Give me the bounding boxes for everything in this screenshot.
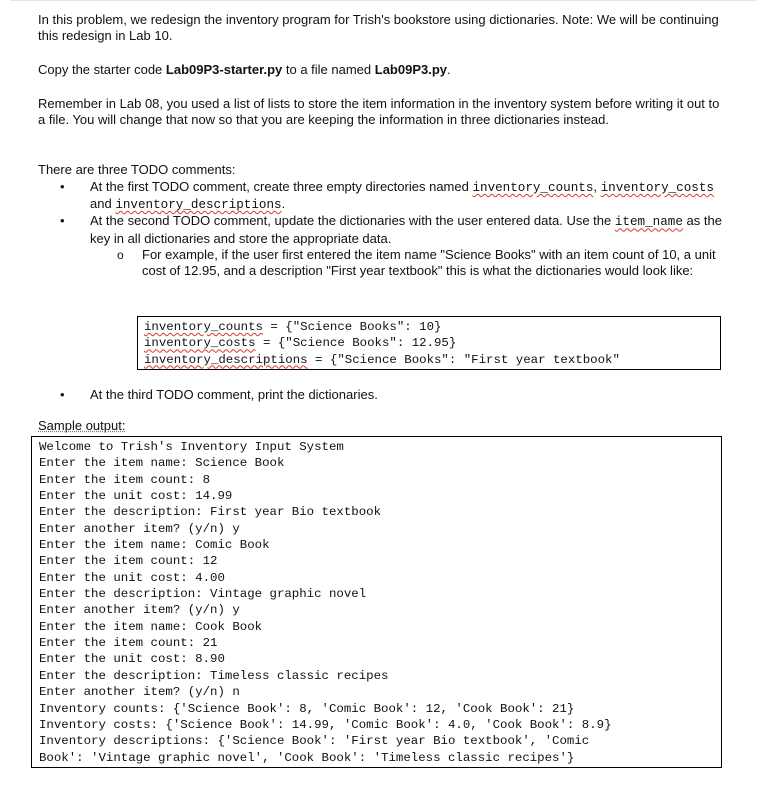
intro-paragraph: In this problem, we redesign the inventory program for Trish's bookstore using dictionaries. Note: We will be continuing this redesign in Lab 10. bbox=[38, 12, 719, 44]
output-line: Enter another item? (y/n) y bbox=[39, 521, 240, 536]
code-inventory-counts: inventory_counts bbox=[472, 181, 594, 195]
copy-mid: to a file named bbox=[282, 62, 375, 77]
page-top-border bbox=[10, 0, 757, 4]
output-line: Inventory descriptions: {'Science Book': 'First year Bio textbook', 'Comic bbox=[39, 734, 590, 749]
bullet-icon: • bbox=[60, 213, 65, 229]
example-code-box bbox=[137, 316, 721, 370]
output-line: Enter another item? (y/n) n bbox=[39, 685, 240, 700]
bullet-icon: • bbox=[60, 387, 65, 402]
code-inventory-descriptions: inventory_descriptions bbox=[115, 198, 282, 213]
output-line: Enter the item name: Cook Book bbox=[39, 619, 263, 634]
sample-output-box bbox=[31, 436, 722, 768]
example-code-line: inventory_descriptions = {"Science Books": "First year textbook" bbox=[144, 352, 620, 367]
output-line: Enter the unit cost: 4.00 bbox=[39, 570, 225, 585]
starter-filename: Lab09P3-starter.py bbox=[165, 62, 283, 77]
bullet-icon: • bbox=[60, 179, 65, 194]
copy-instructions bbox=[38, 62, 728, 78]
todo-item-1: • At the first TODO comment, create three empty directories named inventory_counts, inventory_costs and inventory_descriptions. bbox=[60, 179, 714, 213]
output-line: Enter the description: Timeless classic recipes bbox=[39, 668, 389, 683]
output-line: Enter the item count: 12 bbox=[39, 554, 218, 569]
output-line: Welcome to Trish's Inventory Input System bbox=[39, 440, 344, 454]
output-line: Book': 'Vintage graphic novel', 'Cook Book': 'Timeless classic recipes'} bbox=[39, 750, 575, 765]
todo-item-3: • At the third TODO comment, print the dictionaries. bbox=[60, 387, 378, 402]
lab08-paragraph: Remember in Lab 08, you used a list of lists to store the item information in the inventory system before writing it out to a file. You will change that now so that you are keeping the information in three dictionaries instead. bbox=[38, 96, 720, 128]
copy-suffix: . bbox=[447, 62, 451, 77]
output-line: Inventory counts: {'Science Book': 8, 'Comic Book': 12, 'Cook Book': 21} bbox=[39, 701, 575, 716]
todo-list-continued bbox=[38, 387, 728, 403]
code-inventory-costs: inventory_costs bbox=[600, 181, 714, 195]
todo-list bbox=[38, 179, 728, 279]
sample-output-label: Sample output: bbox=[38, 418, 126, 433]
example-code-line: inventory_costs = {"Science Books": 12.95} bbox=[144, 336, 457, 351]
todo-subitem-example: o For example, if the user first entered the item name "Science Books" with an item count of 10, a unit cost of 12.95, and a description "First year textbook" this is what the dictionaries would look like: bbox=[117, 246, 716, 279]
target-filename: Lab09P3.py bbox=[374, 62, 448, 77]
todo-item-2: • At the second TODO comment, update the dictionaries with the user entered data. Use the item_name as the key in all dictionaries and store the appropriate data. bbox=[60, 213, 722, 246]
output-line: Enter the unit cost: 14.99 bbox=[39, 489, 233, 504]
example-code-line: inventory_counts = {"Science Books": 10} bbox=[144, 320, 442, 334]
output-line: Enter the item name: Comic Book bbox=[39, 538, 270, 553]
output-line: Inventory costs: {'Science Book': 14.99, 'Comic Book': 4.0, 'Cook Book': 8.9} bbox=[39, 717, 612, 732]
todo-heading: There are three TODO comments: bbox=[38, 162, 236, 177]
copy-prefix: Copy the starter code bbox=[38, 62, 166, 77]
output-line: Enter the unit cost: 8.90 bbox=[39, 652, 225, 667]
output-line: Enter the item count: 8 bbox=[39, 472, 211, 487]
output-line: Enter the item name: Science Book bbox=[39, 456, 285, 471]
circle-bullet-icon: o bbox=[117, 247, 124, 262]
output-line: Enter the description: First year Bio textbook bbox=[39, 505, 382, 520]
output-line: Enter the item count: 21 bbox=[39, 636, 218, 651]
code-item-name: item_name bbox=[614, 215, 683, 230]
output-line: Enter another item? (y/n) y bbox=[39, 603, 240, 618]
output-line: Enter the description: Vintage graphic novel bbox=[39, 587, 367, 602]
